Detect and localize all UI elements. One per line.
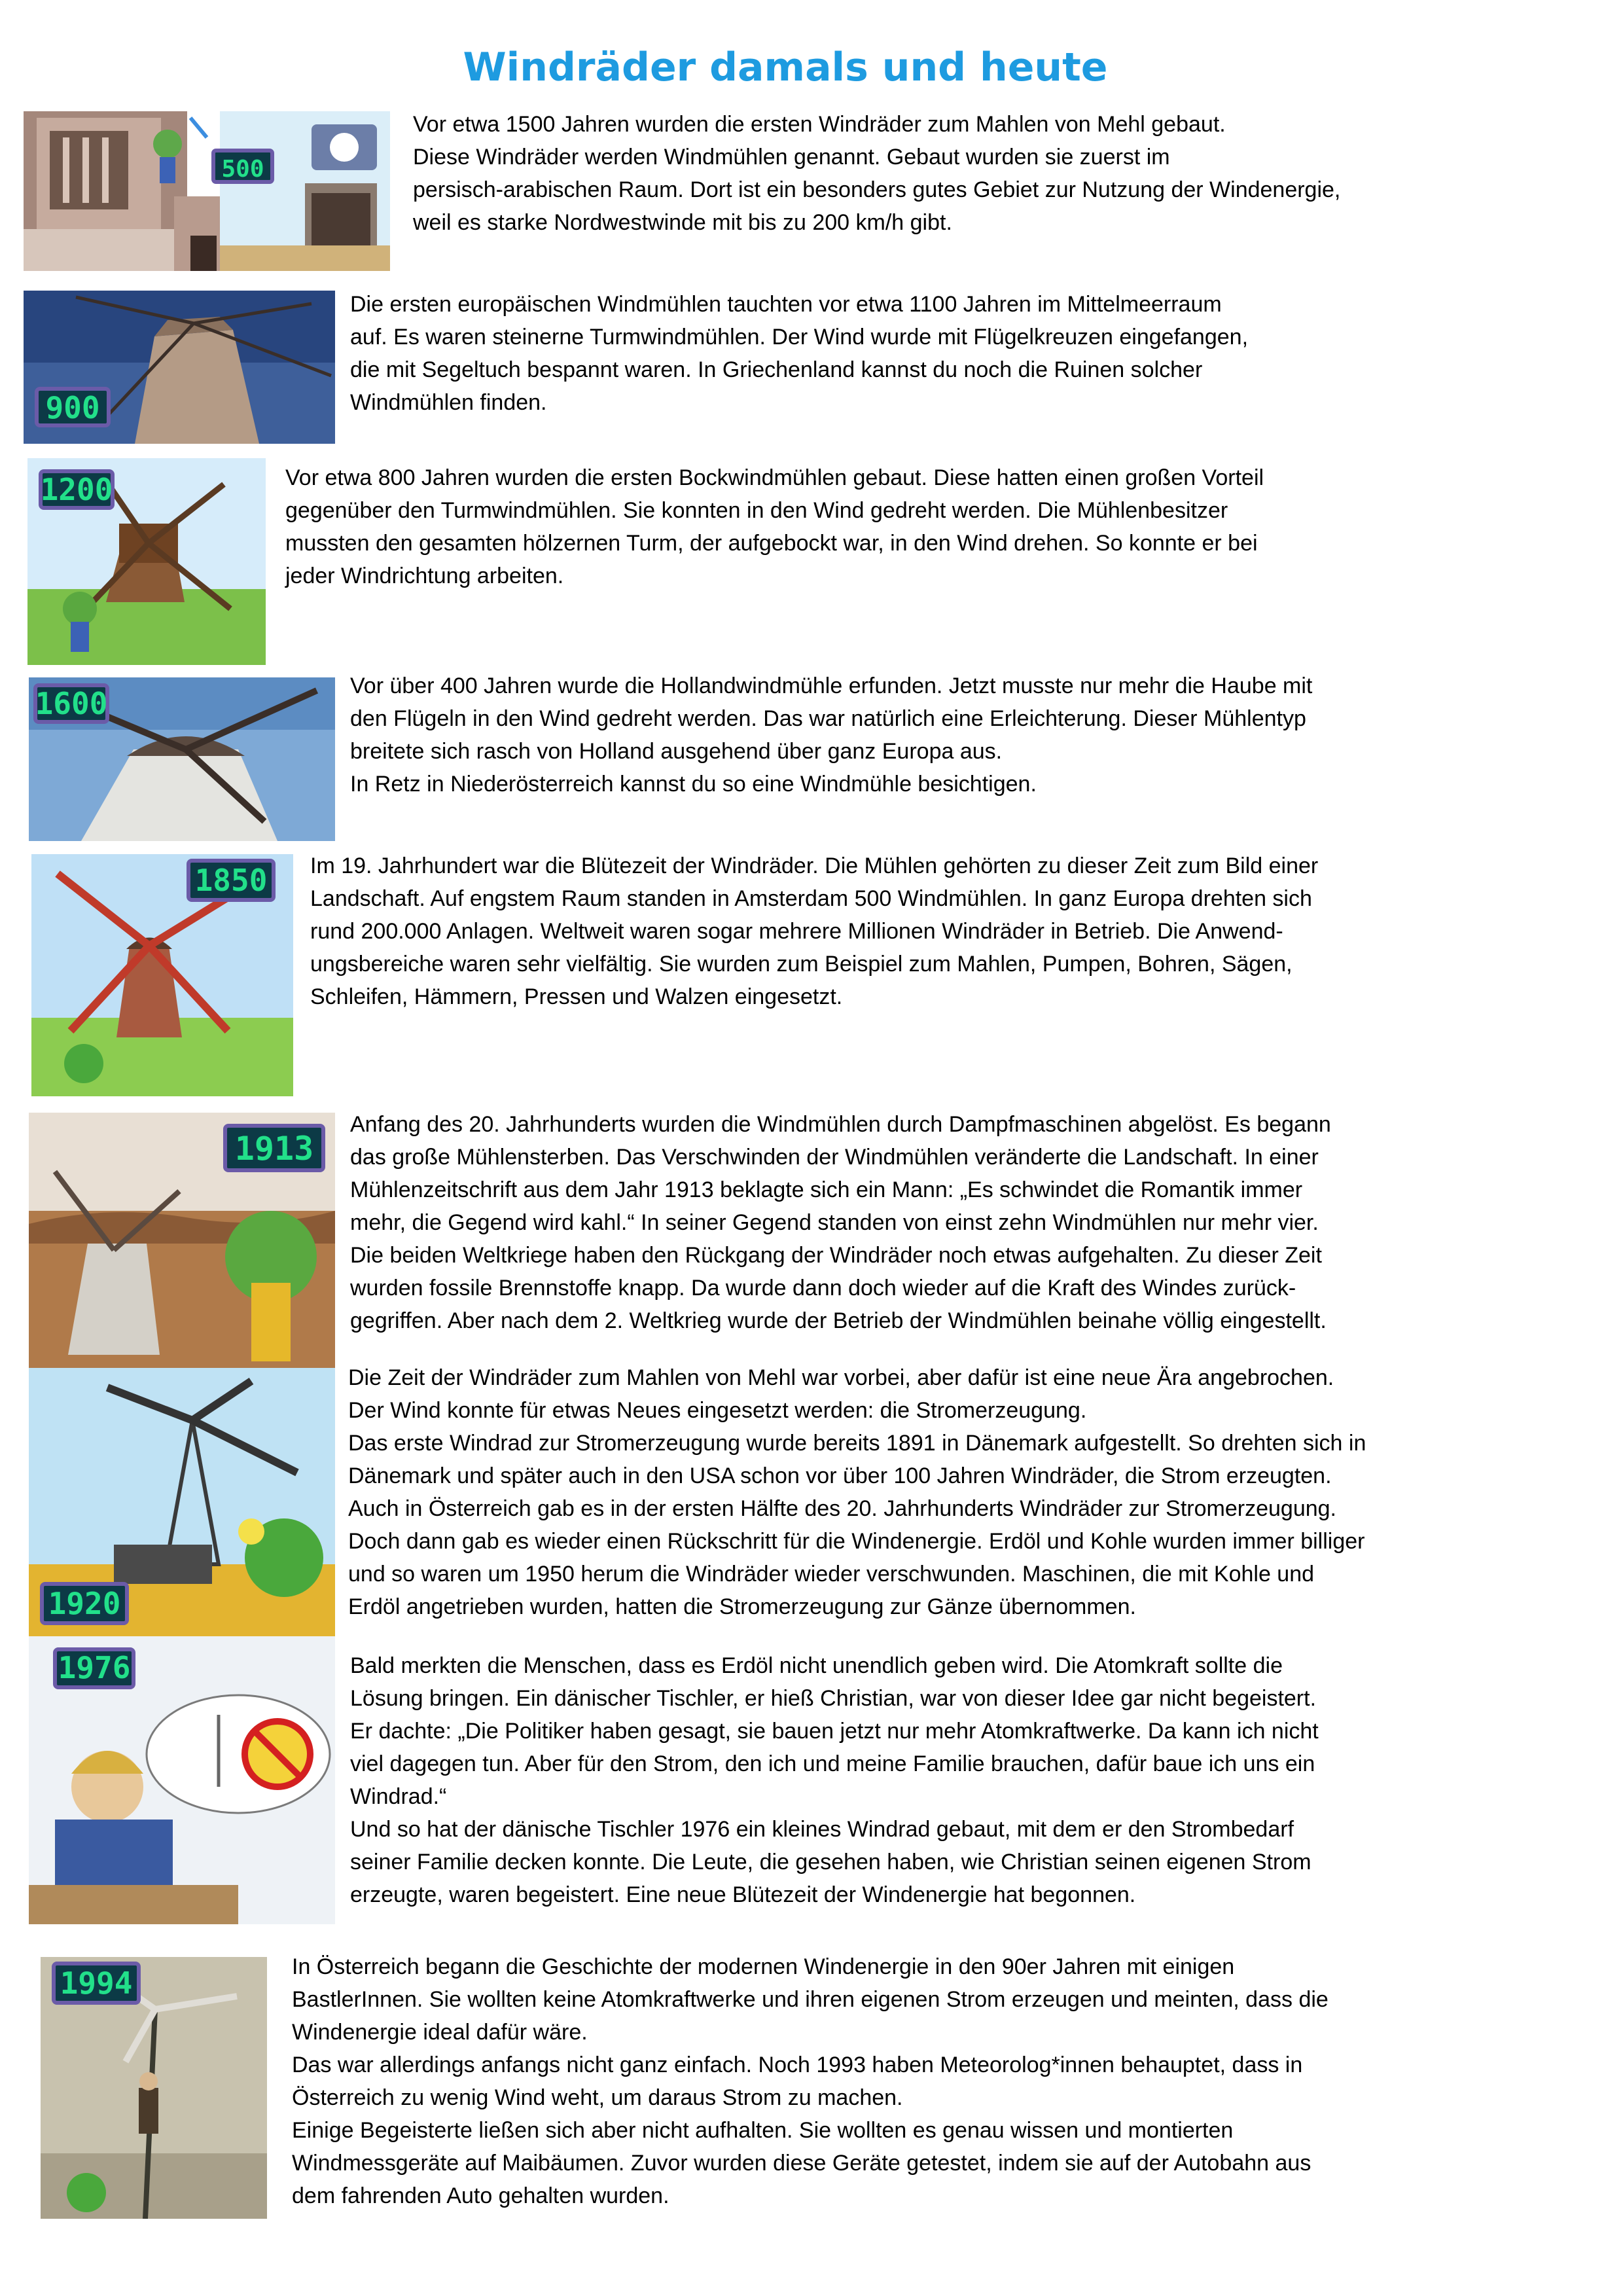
- year-counter: 1920: [48, 1586, 121, 1621]
- text-line: Die ersten europäischen Windmühlen tauchten vor etwa 1100 Jahren im Mittelmeerraum: [350, 292, 1222, 317]
- text-line: den Flügeln in den Wind gedreht werden. Das war natürlich eine Erleichterung. Dieser Mühlentyp: [350, 706, 1306, 731]
- text-line: Anfang des 20. Jahrhunderts wurden die Windmühlen durch Dampfmaschinen abgelöst. Es begann: [350, 1112, 1331, 1137]
- dutch-windmill-photo: [29, 677, 335, 841]
- early-wind-turbine-illustration: [29, 1368, 335, 1638]
- section-text-900: [350, 288, 1248, 419]
- stone-tower-windmill-photo: [24, 291, 335, 444]
- section-text-1850: [310, 850, 1318, 1013]
- text-line: jeder Windrichtung arbeiten.: [285, 564, 564, 588]
- text-line: Landschaft. Auf engstem Raum standen in Amsterdam 500 Windmühlen. In ganz Europa drehten sich: [310, 886, 1312, 911]
- section-text-1976: [350, 1649, 1319, 1911]
- section-text-500: [413, 108, 1340, 239]
- text-line: breitete sich rasch von Holland ausgehend über ganz Europa aus.: [350, 739, 1003, 764]
- text-line: Mühlenzeitschrift aus dem Jahr 1913 beklagte sich ein Mann: „Es schwindet die Romantik immer: [350, 1177, 1303, 1202]
- text-line: persisch-arabischen Raum. Dort ist ein besonders gutes Gebiet zur Nutzung der Windenergie,: [413, 177, 1341, 202]
- section-text-1600: [350, 670, 1312, 800]
- text-line: Vor etwa 800 Jahren wurden die ersten Bockwindmühlen gebaut. Diese hatten einen großen Vorteil: [285, 465, 1264, 490]
- text-line: erzeugte, waren begeistert. Eine neue Blütezeit der Windenergie hat begonnen.: [350, 1882, 1136, 1907]
- text-line: In Österreich begann die Geschichte der modernen Windenergie in den 90er Jahren mit einigen: [292, 1954, 1235, 1979]
- text-line: Und so hat der dänische Tischler 1976 ein kleines Windrad gebaut, mit dem er den Strombedarf: [350, 1817, 1294, 1842]
- text-line: Die beiden Weltkriege haben den Rückgang der Windräder noch etwas aufgehalten. Zu dieser Zeit: [350, 1243, 1322, 1268]
- text-line: rund 200.000 Anlagen. Weltweit waren sogar mehrere Millionen Windräder in Betrieb. Die Anwend-: [310, 919, 1283, 944]
- year-counter: 500: [221, 156, 264, 183]
- text-line: Vor über 400 Jahren wurde die Hollandwindmühle erfunden. Jetzt musste nur mehr die Haube mit: [350, 673, 1313, 698]
- text-line: das große Mühlensterben. Das Verschwinden der Windmühlen veränderte die Landschaft. In einer: [350, 1145, 1319, 1170]
- text-line: Die Zeit der Windräder zum Mahlen von Mehl war vorbei, aber dafür ist eine neue Ära angebrochen.: [348, 1365, 1334, 1390]
- text-line: Lösung bringen. Ein dänischer Tischler, er hieß Christian, war von dieser Idee gar nicht begeistert.: [350, 1686, 1317, 1711]
- year-counter: 900: [45, 390, 100, 425]
- text-line: Der Wind konnte für etwas Neues eingesetzt werden: die Stromerzeugung.: [348, 1398, 1087, 1423]
- text-line: Diese Windräder werden Windmühlen genannt. Gebaut wurden sie zuerst im: [413, 145, 1170, 170]
- section-text-1920: [348, 1361, 1366, 1623]
- section-text-1994: [292, 1950, 1329, 2212]
- text-line: seiner Familie decken konnte. Die Leute, die gesehen haben, wie Christian seinen eigenen Strom: [350, 1850, 1311, 1874]
- page-title: Windräder damals und heute: [463, 45, 1108, 90]
- text-line: Das war allerdings anfangs nicht ganz einfach. Noch 1993 haben Meteorolog*innen behauptet, dass in: [292, 2053, 1303, 2077]
- text-line: gegriffen. Aber nach dem 2. Weltkrieg wurde der Betrieb der Windmühlen beinahe völlig eingestellt.: [350, 1308, 1327, 1333]
- ruined-windmill-illustration: [29, 1113, 335, 1374]
- year-counter: 1913: [234, 1130, 314, 1168]
- text-line: In Retz in Niederösterreich kannst du so eine Windmühle besichtigen.: [350, 772, 1037, 797]
- text-line: Er dachte: „Die Politiker haben gesagt, sie bauen jetzt nur mehr Atomkraftwerke. Da kann ich nicht: [350, 1719, 1319, 1744]
- text-line: mehr, die Gegend wird kahl.“ In seiner Gegend standen von einst zehn Windmühlen nur mehr vier.: [350, 1210, 1319, 1235]
- text-line: Das erste Windrad zur Stromerzeugung wurde bereits 1891 in Dänemark aufgestellt. So drehten sich in: [348, 1431, 1366, 1456]
- text-line: Einige Begeisterte ließen sich aber nicht aufhalten. Sie wollten es genau wissen und montierten: [292, 2118, 1234, 2143]
- maypole-anemometer-photo: [41, 1957, 267, 2219]
- text-line: wurden fossile Brennstoffe knapp. Da wurde dann doch wieder auf die Kraft des Windes zurück-: [350, 1276, 1296, 1300]
- text-line: Vor etwa 1500 Jahren wurden die ersten Windräder zum Mahlen von Mehl gebaut.: [413, 112, 1226, 137]
- text-line: mussten den gesamten hölzernen Turm, der aufgebockt war, in den Wind drehen. So konnte er bei: [285, 531, 1258, 556]
- text-line: Auch in Österreich gab es in der ersten Hälfte des 20. Jahrhunderts Windräder zur Stromerzeugung.: [348, 1496, 1336, 1521]
- text-line: die mit Segeltuch bespannt waren. In Griechenland kannst du noch die Ruinen solcher: [350, 357, 1203, 382]
- year-counter: 1976: [58, 1650, 131, 1685]
- post-windmill-illustration: [27, 458, 266, 665]
- text-line: Dänemark und später auch in den USA schon vor über 100 Jahren Windräder, die Strom erzeugten.: [348, 1463, 1332, 1488]
- windmill-meadow-illustration: [31, 854, 293, 1096]
- text-line: Im 19. Jahrhundert war die Blütezeit der Windräder. Die Mühlen gehörten zu dieser Zeit zum Bild einer: [310, 853, 1319, 878]
- year-counter: 1850: [194, 863, 268, 898]
- text-line: Windenergie ideal dafür wäre.: [292, 2020, 588, 2045]
- text-line: Windmessgeräte auf Maibäumen. Zuvor wurden diese Geräte getestet, indem sie auf der Autobahn aus: [292, 2151, 1311, 2176]
- text-line: auf. Es waren steinerne Turmwindmühlen. Der Wind wurde mit Flügelkreuzen eingefangen,: [350, 325, 1249, 350]
- text-line: weil es starke Nordwestwinde mit bis zu 200 km/h gibt.: [413, 210, 952, 235]
- text-line: BastlerInnen. Sie wollten keine Atomkraftwerke und ihren eigenen Strom erzeugen und meinten, dass die: [292, 1987, 1329, 2012]
- section-text-1200: [285, 461, 1264, 592]
- text-line: ungsbereiche waren sehr vielfältig. Sie wurden zum Beispiel zum Mahlen, Pumpen, Bohren, Sägen,: [310, 952, 1293, 977]
- text-line: Bald merkten die Menschen, dass es Erdöl nicht unendlich geben wird. Die Atomkraft sollte die: [350, 1653, 1283, 1678]
- text-line: gegenüber den Turmwindmühlen. Sie konnten in den Wind gedreht werden. Die Mühlenbesitzer: [285, 498, 1228, 523]
- text-line: Schleifen, Hämmern, Pressen und Walzen eingesetzt.: [310, 984, 843, 1009]
- carpenter-no-nuclear-illustration: [29, 1636, 335, 1924]
- year-counter: 1994: [60, 1965, 133, 2001]
- text-line: und so waren um 1950 herum die Windräder wieder verschwunden. Maschinen, die mit Kohle und: [348, 1562, 1315, 1587]
- text-line: Österreich zu wenig Wind weht, um daraus Strom zu machen.: [292, 2085, 903, 2110]
- year-counter: 1200: [40, 472, 113, 507]
- text-line: Windmühlen finden.: [350, 390, 547, 415]
- text-line: viel dagegen tun. Aber für den Strom, den ich und meine Familie brauchen, dafür baue ich uns ein: [350, 1751, 1315, 1776]
- text-line: Doch dann gab es wieder einen Rückschritt für die Windenergie. Erdöl und Kohle wurden immer billiger: [348, 1529, 1365, 1554]
- text-line: Windrad.“: [350, 1784, 447, 1809]
- section-text-1913: [350, 1108, 1331, 1337]
- persian-windmill-illustration: [24, 111, 390, 271]
- year-counter: 1600: [35, 686, 108, 721]
- text-line: Erdöl angetrieben wurden, hatten die Stromerzeugung zur Gänze übernommen.: [348, 1594, 1136, 1619]
- text-line: dem fahrenden Auto gehalten wurden.: [292, 2183, 669, 2208]
